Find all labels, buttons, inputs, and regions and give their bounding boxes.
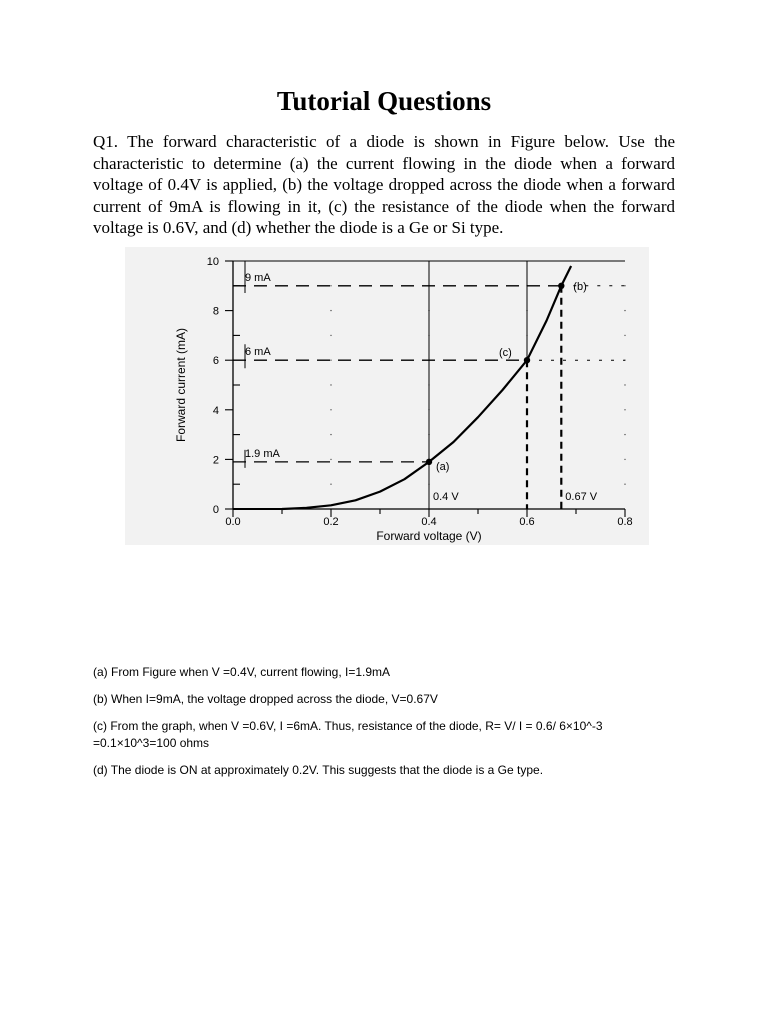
grid-dot xyxy=(330,335,331,336)
annotation-point-label: (a) xyxy=(436,460,450,473)
answer-a: (a) From Figure when V =0.4V, current flowing, I=1.9mA xyxy=(93,665,391,679)
grid-dot xyxy=(624,384,625,385)
y-tick-label: 4 xyxy=(212,404,219,417)
x-tick-label: 0.6 xyxy=(519,516,535,528)
y-tick-label: 0 xyxy=(212,504,219,516)
grid-dot xyxy=(624,459,625,460)
y-axis-title: Forward current (mA) xyxy=(174,327,188,443)
grid-dot xyxy=(624,409,625,410)
grid-dot xyxy=(624,484,625,485)
annotation-point-label: (b) xyxy=(573,280,587,293)
grid-dot xyxy=(330,384,331,385)
y-tick-label: 6 xyxy=(212,355,219,368)
y-tick-label: 2 xyxy=(212,454,219,467)
annotation-current-label: 6 mA xyxy=(245,346,271,359)
grid-dot xyxy=(330,285,331,286)
y-tick-label: 8 xyxy=(212,305,219,318)
answer-c: (c) From the graph, when V =0.6V, I =6mA. Thus, resistance of the diode, R= V/ I = 0.6/ 6×10^-3 =0.1×10^3=100 ohms xyxy=(93,719,603,750)
grid-dot xyxy=(624,285,625,286)
y-tick-label: 10 xyxy=(206,256,219,268)
grid-dot xyxy=(624,310,625,311)
x-axis-title: Forward voltage (V) xyxy=(376,529,482,543)
answer-d: (d) The diode is ON at approximately 0.2V. This suggests that the diode is a Ge type. xyxy=(93,763,544,777)
grid-dot xyxy=(624,434,625,435)
annotation-point xyxy=(426,459,432,465)
annotation-voltage-label: 0.4 V xyxy=(433,491,459,503)
annotation-current-label: 9 mA xyxy=(245,271,271,284)
grid-dot xyxy=(330,409,331,410)
x-tick-label: 0.2 xyxy=(323,516,339,528)
grid-dot xyxy=(330,484,331,485)
grid-dot xyxy=(624,335,625,336)
diode-characteristic-chart xyxy=(125,247,649,545)
x-tick-label: 0.4 xyxy=(421,516,437,528)
annotation-point-label: (c) xyxy=(499,347,512,360)
grid-dot xyxy=(330,459,331,460)
grid-dot xyxy=(330,434,331,435)
x-tick-label: 0.0 xyxy=(225,516,241,528)
answers-section xyxy=(93,664,673,789)
grid-dot xyxy=(330,310,331,311)
answer-b: (b) When I=9mA, the voltage dropped across the diode, V=0.67V xyxy=(93,692,438,706)
annotation-current-label: 1.9 mA xyxy=(245,447,280,460)
page-title: Tutorial Questions xyxy=(276,86,492,116)
x-tick-label: 0.8 xyxy=(617,516,633,528)
annotation-voltage-label: 0.67 V xyxy=(565,491,598,503)
question-text: Q1. The forward characteristic of a diode is shown in Figure below. Use the characteristic to determine (a) the current flowing in the diode when a forward voltage of 0.4V is applied, (b) the voltage dropped across the diode when a forward current of 9mA is flowing in it, (c) the resistance of the diode when the forward voltage is 0.6V, and (d) whether the diode is a Ge or Si type. xyxy=(93,132,675,238)
grid-dot xyxy=(330,360,331,361)
diode-characteristic-figure xyxy=(125,247,649,545)
